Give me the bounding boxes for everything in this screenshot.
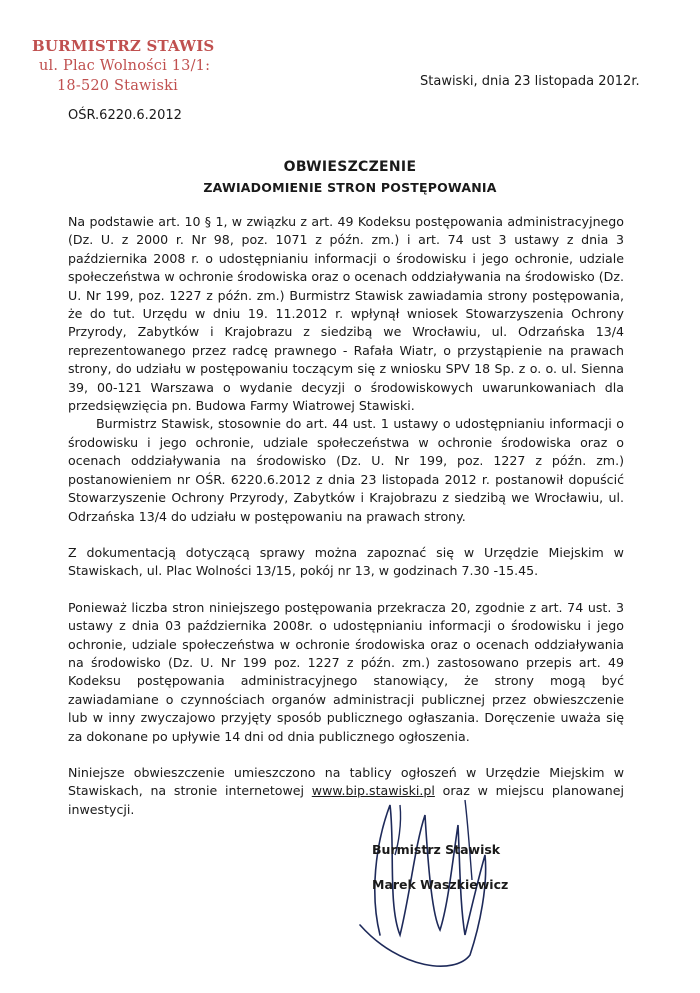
case-number: OŚR.6220.6.2012 [68, 108, 182, 123]
bip-website-link[interactable]: www.bip.stawiski.pl [311, 783, 435, 799]
document-body [68, 213, 624, 819]
stamp-line-1: BURMISTRZ STAWIS [32, 37, 215, 55]
stamp-line-2: ul. Plac Wolności 13/1: [39, 58, 211, 74]
signatory-title: Burmistrz Stawisk [372, 842, 501, 857]
signatory-name: Marek Waszkiewicz [372, 877, 509, 892]
document-subtitle: ZAWIADOMIENIE STRON POSTĘPOWANIA [203, 180, 497, 195]
paragraph-1: Na podstawie art. 10 § 1, w związku z art. 49 Kodeksu postępowania administracyjnego (Dz. U. z 2000 r. Nr 98, poz. 1071 z późn. zm.) i art. 74 ust 3 ustawy z dnia 3 października 2008 r. o udostępnianiu informacji o środowisku i jego ochronie, udziale społeczeństwa w ochronie środowiska oraz o ocenach oddziaływania na środowisko (Dz. U. Nr 199, poz. 1227 z późn. zm.) Burmistrz Stawisk zawiadamia strony postępowania, że do tut. Urzędu w dniu 19. 11.2012 r. wpłynął wniosek Stowarzyszenia Ochrony Przyrody, Zabytków i Krajobrazu z siedzibą we Wrocławiu, ul. Odrzańska 13/4 reprezentowanego przez radcę prawnego - Rafała Wiatr, o przystąpienie na prawach strony, do udziału w postępowaniu toczącym się z wniosku SPV 18 Sp. z o. o. ul. Sienna 39, 00-121 Warszawa o wydanie decyzji o środowiskowych uwarunkowaniach dla przedsięwzięcia pn. Budowa Farmy Wiatrowej Stawiski. [68, 214, 624, 414]
stamp-line-3: 18-520 Stawiski [57, 78, 178, 94]
document-title: OBWIESZCZENIE [283, 159, 417, 175]
paragraph-2: Burmistrz Stawisk, stosownie do art. 44 ust. 1 ustawy o udostępnianiu informacji o środowisku i jego ochronie, udziale społeczeństwa w ochronie środowiska oraz o ocenach oddziaływania na środowisko (Dz. U. Nr 199, poz. 1227 z późn. zm.) postanowieniem nr OŚR. 6220.6.2012 z dnia 23 listopada 2012 r. postanowił dopuścić Stowarzyszenie Ochrony Przyrody, Zabytków i Krajobrazu z siedzibą we Wrocławiu, ul. Odrzańska 13/4 do udziału w postępowaniu na prawach strony. [68, 416, 624, 524]
paragraph-4: Ponieważ liczba stron niniejszego postępowania przekracza 20, zgodnie z art. 74 ust. 3 ustawy z dnia 03 października 2008r. o udostępnianiu informacji o środowisku i jego ochronie, udziale społeczeństwa w ochronie środowiska oraz o ocenach oddziaływania na środowisko (Dz. U. Nr 199 poz. 1227 z późn. zm.) zastosowano przepis art. 49 Kodeksu postępowania administracyjnego stanowiący, że strony mogą być zawiadamiane o czynnościach organów administracji publicznej przez obwieszczenie lub w inny zwyczajowo przyjęty sposób publicznego ogłaszania. Doręczenie uważa się za dokonane po upływie 14 dni od dnia publicznego ogłoszenia. [68, 599, 624, 744]
paragraph-5-text-after: oraz w miejscu planowanej inwestycji. [68, 783, 624, 817]
office-stamp [32, 36, 214, 96]
paragraph-5-text-before: Niniejsze obwieszczenie umieszczono na tablicy ogłoszeń w Urzędzie Miejskim w Stawiskach, na stronie internetowej [68, 764, 624, 799]
paragraph-3: Z dokumentacją dotyczącą sprawy można zapoznać się w Urzędzie Miejskim w Stawiskach, ul. Plac Wolności 13/15, pokój nr 13, w godzinach 7.30 -15.45. [68, 544, 624, 579]
place-and-date: Stawiski, dnia 23 listopada 2012r. [420, 74, 640, 89]
